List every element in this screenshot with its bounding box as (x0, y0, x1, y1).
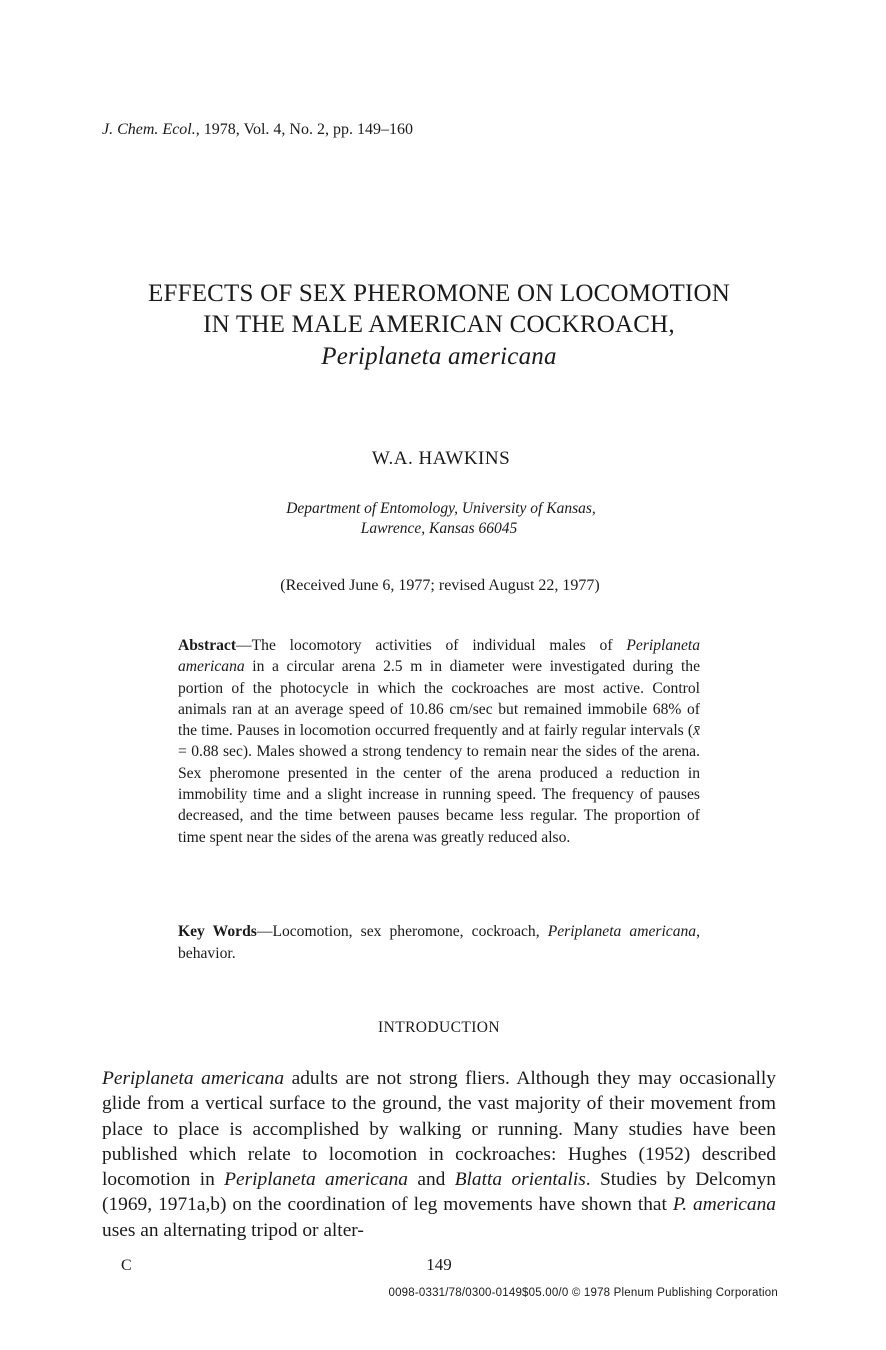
intro-text-3: . Studies by Delcomyn (1969, 1971a,b) on the coordination of leg movements have shown that (102, 1169, 776, 1216)
author-name: W.A. HAWKINS (371, 448, 511, 469)
abstract-mean-symbol: x̄ (693, 722, 700, 740)
introduction-paragraph (102, 1066, 776, 1243)
intro-text-2: and (407, 1169, 455, 1191)
received-dates: (Received June 6, 1977; revised August 22, 1977) (280, 577, 600, 594)
keywords-label: Key Words (178, 923, 257, 940)
intro-species-2: Periplaneta americana (224, 1169, 408, 1191)
intro-species-4: P. americana (672, 1194, 776, 1216)
title-species: Periplaneta americana (321, 343, 557, 370)
keywords (178, 921, 700, 965)
copyright-line: 0098-0331/78/0300-0149$05.00/0 © 1978 Plenum Publishing Corporation (388, 1287, 778, 1299)
intro-species-1: Periplaneta americana (102, 1068, 285, 1089)
abstract-text-intro: —The locomotory activities of individual males of (236, 637, 627, 654)
page-number: 149 (426, 1255, 452, 1274)
title-line-1: EFFECTS OF SEX PHEROMONE ON LOCOMOTION (148, 280, 730, 307)
title-line-2: IN THE MALE AMERICAN COCKROACH, (203, 311, 675, 338)
intro-species-3: Blatta orientalis (454, 1169, 586, 1191)
abstract-text-2: = 0.88 sec). Males showed a strong tendency to remain near the sides of the arena. Sex pheromone presented in the center of the arena produced a reduction in immobility time and a slight increase in running speed. The frequency of pauses decreased, and the time between pauses became less regular. The proportion of time spent near the sides of the arena was greatly reduced also. (178, 743, 700, 846)
affiliation-line-2: Lawrence, Kansas 66045 (360, 520, 518, 537)
journal-name: J. Chem. Ecol. (102, 121, 196, 138)
abstract (178, 635, 700, 848)
affiliation-line-1: Department of Entomology, University of Kansas, (286, 500, 596, 517)
section-heading-introduction: INTRODUCTION (378, 1019, 500, 1036)
abstract-species: Periplaneta americana (178, 637, 700, 676)
abstract-text-1: in a circular arena 2.5 m in diameter were investigated during the portion of the photocycle in which the cockroaches are most active. Control animals ran at an average speed of 10.86 cm/sec but remained immobile 68% of the time. Pauses in locomotion occurred frequently and at fairly regular intervals ( (178, 658, 700, 740)
keywords-end: , behavior. (178, 923, 701, 962)
journal-citation (102, 121, 413, 139)
abstract-label: Abstract (178, 637, 237, 654)
intro-text-4: uses an alternating tripod or alter- (102, 1219, 364, 1241)
keywords-text: —Locomotion, sex pheromone, cockroach, (256, 923, 548, 940)
footer-mark: C (121, 1257, 132, 1274)
journal-details: , 1978, Vol. 4, No. 2, pp. 149–160 (195, 121, 413, 138)
intro-text-1: adults are not strong fliers. Although they may occasionally glide from a vertical surface to the ground, the vast majority of their movement from place to place is accomplished by walking or running. Many studies have been published which relate to locomotion in cockroaches: Hughes (1952) described locomotion in (102, 1068, 777, 1191)
keywords-species: Periplaneta americana (547, 923, 697, 940)
